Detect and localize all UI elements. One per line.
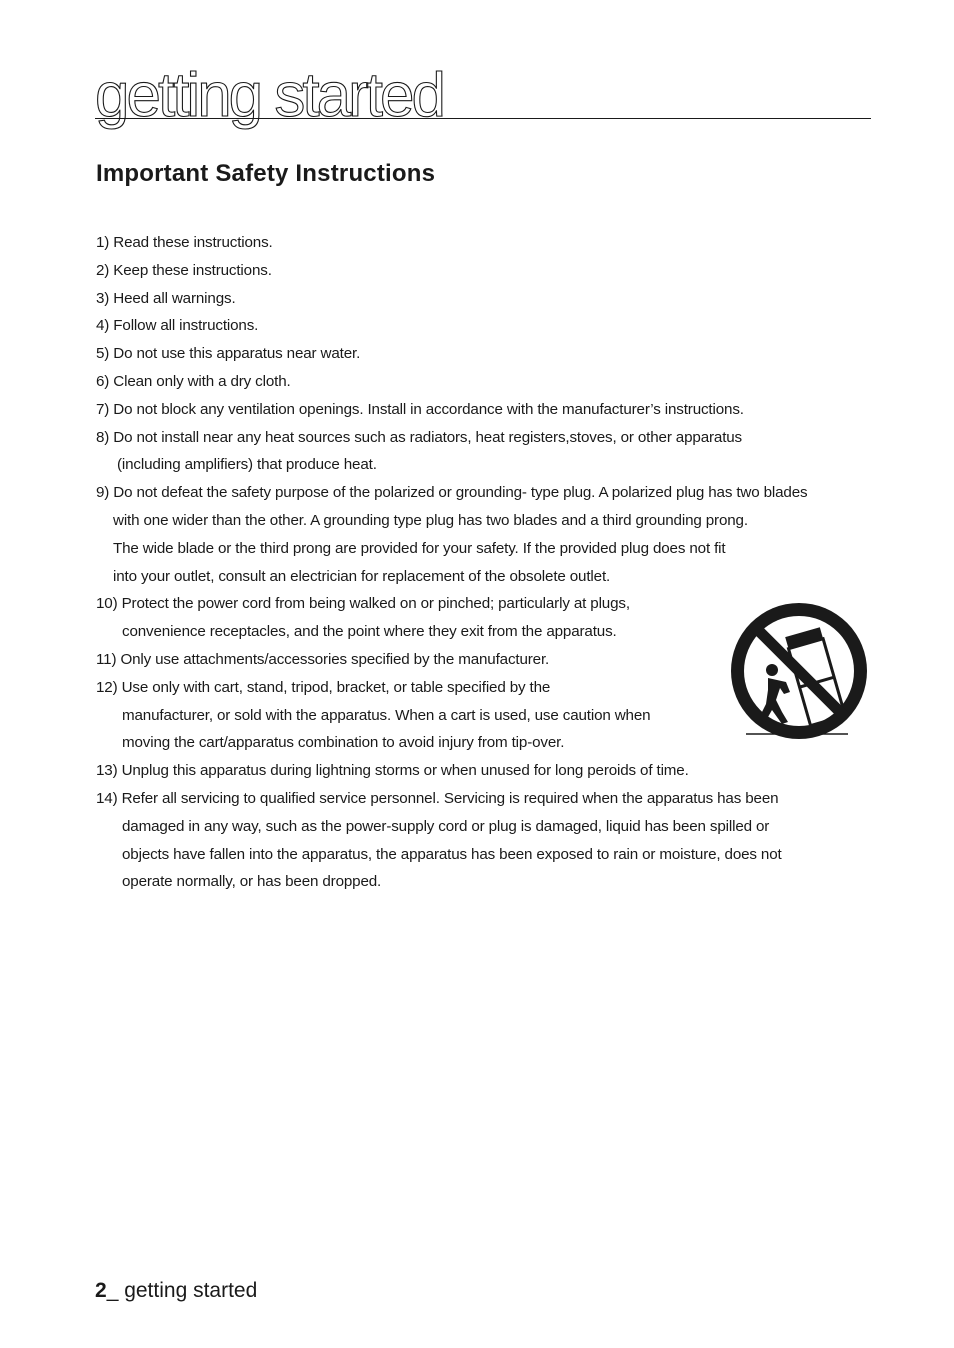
instruction-continuation: The wide blade or the third prong are provided for your safety. If the provided plug does not fit <box>113 539 726 557</box>
instruction-continuation: manufacturer, or sold with the apparatus. When a cart is used, use caution when <box>122 706 651 724</box>
instruction-item: 3) Heed all warnings. <box>96 289 236 307</box>
instruction-item: 1) Read these instructions. <box>96 234 273 251</box>
instruction-item: 13) Unplug this apparatus during lightning storms or when unused for long peroids of time. <box>96 762 689 780</box>
footer-separator: _ <box>106 1279 125 1302</box>
instruction-continuation: moving the cart/apparatus combination to avoid injury from tip-over. <box>122 734 565 752</box>
instruction-item: 12) Use only with cart, stand, tripod, bracket, or table specified by the <box>96 678 551 696</box>
page-footer <box>95 1276 257 1306</box>
chapter-title-rule <box>95 118 871 119</box>
instruction-item: 5) Do not use this apparatus near water. <box>96 345 361 363</box>
instruction-item: 10) Protect the power cord from being walked on or pinched; particularly at plugs, <box>96 595 630 613</box>
footer-section-name: getting started <box>124 1279 258 1302</box>
instruction-item: 4) Follow all instructions. <box>96 317 259 335</box>
section-heading: Important Safety Instructions <box>96 160 436 187</box>
instruction-continuation: objects have fallen into the apparatus, the apparatus has been exposed to rain or moisture, does not <box>122 845 782 863</box>
instruction-continuation: convenience receptacles, and the point where they exit from the apparatus. <box>122 623 617 641</box>
instruction-continuation: damaged in any way, such as the power-supply cord or plug is damaged, liquid has been spilled or <box>122 817 770 835</box>
instruction-continuation: operate normally, or has been dropped. <box>122 873 382 891</box>
instruction-item: 11) Only use attachments/accessories specified by the manufacturer. <box>96 651 550 668</box>
instruction-item: 14) Refer all servicing to qualified service personnel. Servicing is required when the apparatus has been <box>96 790 779 807</box>
chapter-title: getting started <box>95 61 443 130</box>
instruction-item: 8) Do not install near any heat sources such as radiators, heat registers,stoves, or other apparatus <box>96 428 743 446</box>
instruction-item: 7) Do not block any ventilation openings. Install in accordance with the manufacturer’s instructions. <box>96 400 744 418</box>
instruction-item: 2) Keep these instructions. <box>96 261 272 279</box>
instruction-continuation: into your outlet, consult an electrician for replacement of the obsolete outlet. <box>113 567 611 585</box>
instruction-item: 6) Clean only with a dry cloth. <box>96 373 291 390</box>
cart-tip-over-warning-icon <box>728 600 870 742</box>
page-number: 2 <box>95 1279 107 1302</box>
instruction-continuation: (including amplifiers) that produce heat. <box>117 456 377 474</box>
instruction-continuation: with one wider than the other. A grounding type plug has two blades and a third grounding prong. <box>113 512 748 529</box>
instruction-item: 9) Do not defeat the safety purpose of the polarized or grounding- type plug. A polarized plug has two blades <box>96 484 808 502</box>
